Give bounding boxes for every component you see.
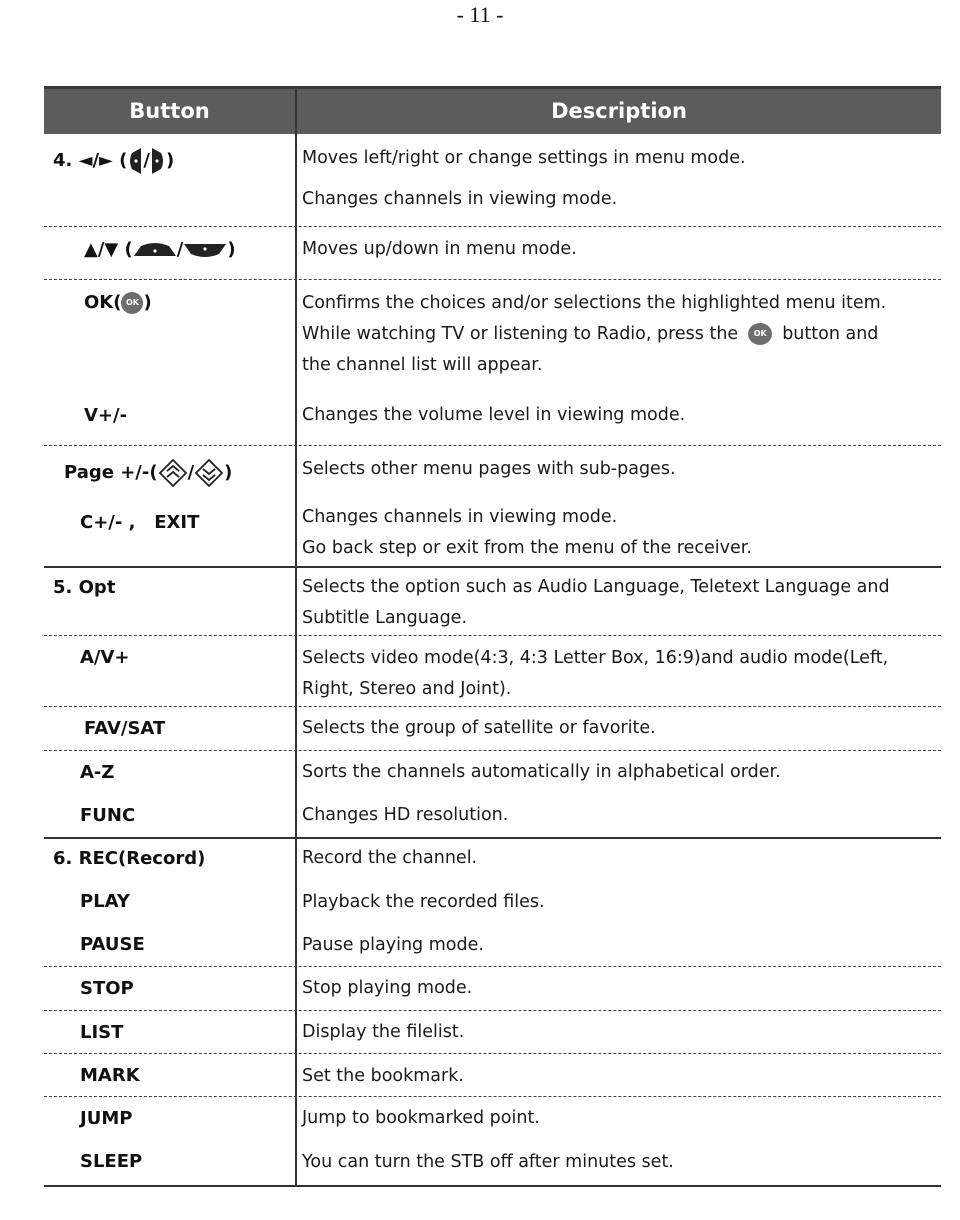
desc-stop: Stop playing mode. [302,978,473,998]
key-jump: JUMP [80,1108,133,1129]
row-divider [44,279,941,280]
page-up-icon [158,458,188,488]
table-header [44,86,941,134]
key-a-z: A-Z [80,762,115,783]
row-divider [44,750,941,751]
row-divider [44,445,941,446]
desc-jump: Jump to bookmarked point. [302,1108,540,1128]
left-button-icon [127,147,143,175]
desc-av-1: Selects video mode(4:3, 4:3 Letter Box, 16:9)and audio mode(Left, [302,648,889,668]
key-rec: 6. REC(Record) [53,848,206,869]
desc-a-z: Sorts the channels automatically in alphabetical order. [302,762,781,782]
key-sleep: SLEEP [80,1151,143,1172]
row-divider [44,635,941,636]
desc-pause: Pause playing mode. [302,935,484,955]
row-divider [44,966,941,967]
button-description-table [44,86,941,1187]
section-divider [44,837,941,839]
up-button-icon [133,242,177,258]
desc-channel-exit-1: Changes channels in viewing mode. [302,507,618,527]
desc-up-down: Moves up/down in menu mode. [302,239,577,259]
desc-ok-3: the channel list will appear. [302,355,543,375]
desc-av-2: Right, Stereo and Joint). [302,679,512,699]
right-button-icon [150,147,166,175]
key-opt: 5. Opt [53,577,116,598]
desc-left-right-1: Moves left/right or change settings in menu mode. [302,148,746,168]
row-divider [44,1010,941,1011]
row-divider [44,706,941,707]
row-divider [44,1096,941,1097]
desc-left-right-2: Changes channels in viewing mode. [302,189,618,209]
key-play: PLAY [80,891,130,912]
page-down-icon [194,458,224,488]
desc-channel-exit-2: Go back step or exit from the menu of the receiver. [302,538,752,558]
desc-opt-1: Selects the option such as Audio Language, Teletext Language and [302,577,890,597]
key-page: Page +/-( / ) [64,458,232,488]
key-up-down: ▲/▼ ( / ) [84,239,236,260]
key-list: LIST [80,1022,124,1043]
key-av: A/V+ [80,647,130,668]
page-number: - 11 - [456,2,504,27]
desc-rec: Record the channel. [302,848,478,868]
key-stop: STOP [80,978,134,999]
ok-button-icon: OK [748,323,772,345]
header-button: Button [129,99,210,123]
key-pause: PAUSE [80,934,145,955]
ok-button-icon: OK [121,292,143,314]
desc-func: Changes HD resolution. [302,805,509,825]
desc-fav-sat: Selects the group of satellite or favorite. [302,718,656,738]
desc-volume: Changes the volume level in viewing mode. [302,405,686,425]
desc-list: Display the filelist. [302,1022,465,1042]
desc-play: Playback the recorded files. [302,892,545,912]
desc-page: Selects other menu pages with sub-pages. [302,459,676,479]
key-channel-exit: C+/- , EXIT [80,512,200,533]
section-divider [44,566,941,568]
header-description: Description [551,99,687,123]
key-mark: MARK [80,1065,140,1086]
row-divider [44,1053,941,1054]
desc-ok-1: Confirms the choices and/or selections the highlighted menu item. [302,293,887,313]
key-func: FUNC [80,805,136,826]
row-divider [44,226,941,227]
key-volume: V+/- [84,405,128,426]
key-fav-sat: FAV/SAT [84,718,166,739]
desc-mark: Set the bookmark. [302,1066,464,1086]
desc-sleep: You can turn the STB off after minutes set. [302,1152,674,1172]
key-ok: OK( OK ) [84,292,152,313]
down-button-icon [183,242,227,258]
desc-opt-2: Subtitle Language. [302,608,468,628]
key-left-right: 4. ◄/► ( / ) [53,147,174,175]
desc-ok-2: While watching TV or listening to Radio, press the OK button and [302,324,879,344]
